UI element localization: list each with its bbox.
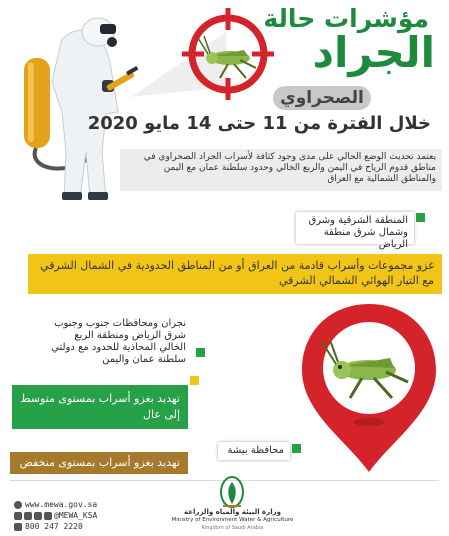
phone-icon	[14, 523, 22, 531]
iraq-invasion-banner: غزو مجموعات وأسراب قادمة من العراق أو من المناطق الحدودية في الشمال الشرقي مع التيار الهوائي الشمالي الشرقي	[28, 254, 442, 294]
ministry-name-ar: وزارة البيئة والمياه والزراعة	[184, 508, 281, 516]
medium-threat-banner: تهديد بغزو أسراب بمستوى متوسط إلى عال	[12, 385, 188, 429]
location-pin-locust-icon	[296, 300, 442, 476]
website-row[interactable]	[14, 500, 97, 509]
phone-number: 800 247 2220	[25, 522, 83, 531]
low-threat-banner: تهديد بغزو أسراب بمستوى منخفض	[10, 452, 188, 474]
title-line-3: الصحراوي	[273, 86, 371, 110]
yellow-marker	[190, 376, 199, 385]
green-marker	[416, 213, 425, 222]
najran-text: نجران ومحافظات جنوب وجنوب شرق الرياض ومنطقة الربع الخالي المحاذية للحدود مع دولتي سلطنة عمان واليمن	[51, 318, 186, 365]
ministry-logo-icon	[219, 476, 245, 510]
title-line-1: مؤشرات حالة	[263, 4, 429, 33]
twitter-icon	[14, 512, 22, 520]
intro-panel: يعتمد تحديث الوضع الحالي على مدى وجود كثافة لأسراب الجراد الصحراوي في مناطق قدوم الرياح في اليمن والربع الخالي وحدود سلطنة عمان مع اليمن والمناطق الشمالية مع العراق	[120, 149, 442, 191]
social-handle: @MEWA_KSA	[54, 511, 98, 520]
website-text: www.mewa.gov.sa	[25, 500, 98, 509]
crosshair-locust-icon	[182, 8, 274, 100]
social-row[interactable]	[14, 511, 97, 520]
kingdom-name: Kingdom of Saudi Arabia	[201, 525, 264, 531]
title-line-2: الجراد	[312, 28, 435, 77]
east-region-card: المنطقة الشرقية وشرق وشمال شرق منطقة الرياض	[296, 212, 414, 244]
facebook-icon	[24, 512, 32, 520]
ministry-name-en: Ministry of Environment Water & Agriculture	[171, 517, 294, 523]
globe-icon	[14, 501, 22, 509]
bisha-card: محافظة بيشة	[218, 442, 290, 460]
phone-row[interactable]	[14, 522, 83, 531]
green-marker	[196, 348, 205, 357]
youtube-icon	[44, 512, 52, 520]
green-marker	[292, 444, 301, 453]
period-text: خلال الفترة من 11 حتى 14 مايو 2020	[87, 113, 431, 134]
instagram-icon	[34, 512, 42, 520]
